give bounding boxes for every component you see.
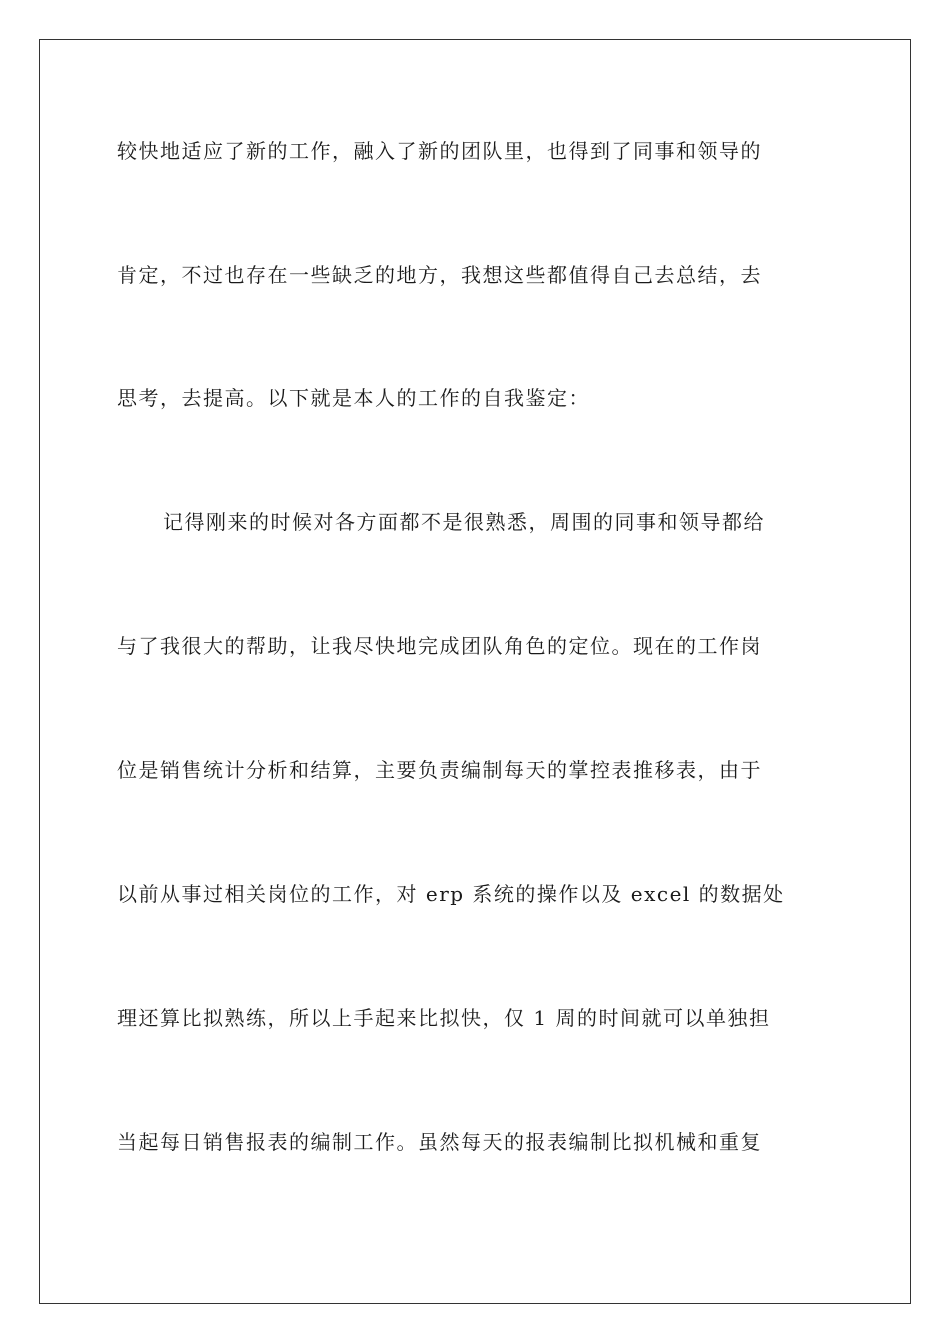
text-line-1: 较快地适应了新的工作，融入了新的团队里，也得到了同事和领导的 (117, 139, 762, 163)
text-line-8: 理还算比拟熟练，所以上手起来比拟快，仅 1 周的时间就可以单独担 (117, 1006, 771, 1030)
text-line-4: 记得刚来的时候对各方面都不是很熟悉，周围的同事和领导都给 (163, 510, 765, 534)
text-line-2: 肯定，不过也存在一些缺乏的地方，我想这些都值得自己去总结，去 (117, 263, 762, 287)
text-line-3: 思考，去提高。以下就是本人的工作的自我鉴定： (117, 386, 590, 410)
page-border (39, 39, 911, 1304)
text-line-5: 与了我很大的帮助，让我尽快地完成团队角色的定位。现在的工作岗 (117, 634, 762, 658)
text-line-7: 以前从事过相关岗位的工作，对 erp 系统的操作以及 excel 的数据处 (117, 882, 785, 906)
text-line-9: 当起每日销售报表的编制工作。虽然每天的报表编制比拟机械和重复 (117, 1130, 762, 1154)
text-line-6: 位是销售统计分析和结算，主要负责编制每天的掌控表推移表，由于 (117, 758, 762, 782)
